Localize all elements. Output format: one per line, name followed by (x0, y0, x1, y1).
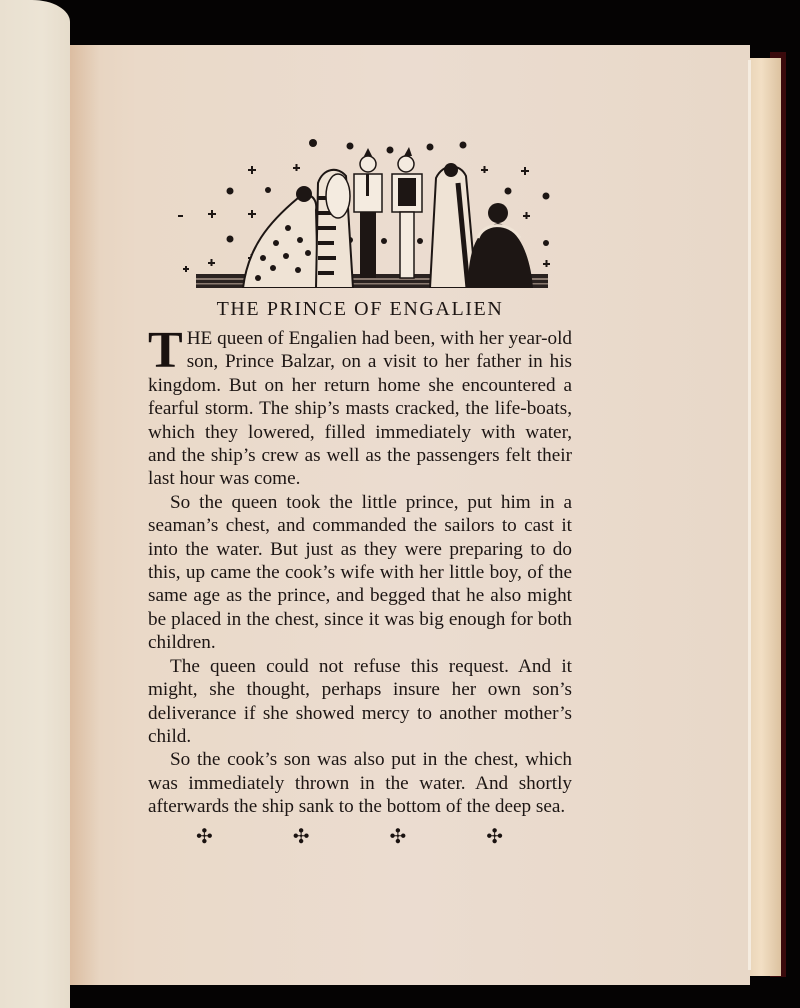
paragraph-4: So the cook’s son was also put in the chest, which was immediately thrown in the water. And shortly afterwards the ship sank to the bottom of the deep sea. (148, 749, 572, 818)
four-point-ornament-icon: ✣ (389, 825, 407, 848)
page-edge (748, 60, 751, 970)
page-content (148, 128, 572, 847)
facing-page-left (0, 0, 70, 1008)
paragraph-1-text: HE queen of Engalien had been, with her year-old son, Prince Balzar, on a visit to her father in his kingdom. But on her return home she encountered a fearful storm. The ship’s masts cracked, the life-boats, which they lowered, filled immediately with water, and the ship’s crew as well as the passengers felt their last hour was come. (148, 328, 572, 490)
four-point-ornament-icon: ✣ (486, 825, 504, 848)
gutter-shadow (70, 45, 100, 985)
four-point-ornament-icon: ✣ (292, 825, 310, 848)
paragraph-1 (148, 322, 572, 491)
paragraph-3: The queen could not refuse this request. And it might, she thought, perhaps insure her own son’s deliverance if she showed mercy to another mother’s child. (148, 655, 572, 747)
illustration-art (168, 128, 550, 288)
section-end-ornaments (148, 827, 572, 847)
drop-cap: T (148, 322, 183, 379)
paragraph-2: So the queen took the little prince, put him in a seaman’s chest, and commanded the sailors to cast it into the water. But just as they were preparing to do this, up came the cook’s wife with her little boy, of the same age as the prince, and begged that he also might be placed in the chest, since it was big enough for both children. (148, 491, 572, 654)
story-title: THE PRINCE OF ENGALIEN (216, 298, 504, 320)
story-body (148, 322, 572, 819)
four-point-ornament-icon: ✣ (196, 825, 213, 848)
royal-figures-illustration (168, 128, 550, 288)
